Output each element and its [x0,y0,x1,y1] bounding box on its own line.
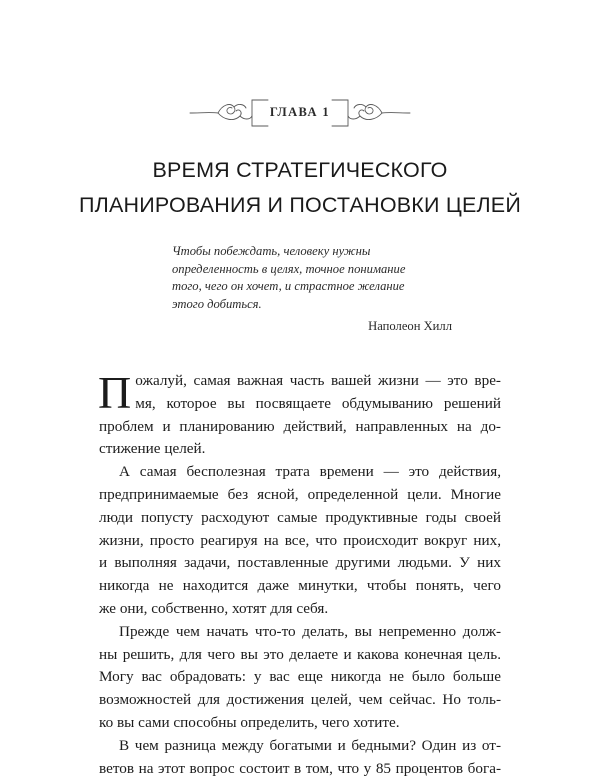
paragraph-3 [99,621,501,735]
text-line: никогда не находится даже минутки, чтобы понять, чего [99,577,501,595]
epigraph [172,243,472,313]
paragraph-4 [99,735,501,780]
text-line: предпринимаемые без ясной, определенной цели. Многие [99,485,501,503]
text-line: проблем и планированию действий, направленных на до- [99,417,501,435]
text-line: ожалуй, самая важная часть вашей жизни — это вре- [135,372,501,389]
epigraph-line: того, чего он хочет, и страстное желание [172,279,405,293]
chapter-title [60,153,540,223]
epigraph-line: определенность в целях, точное понимание [172,261,406,276]
text-line: возможностей для достижения целей, чем сейчас. Но толь- [99,691,501,709]
text-line: люди попусту расходуют самые продуктивные годы своей [99,508,501,526]
chapter-title-line: ВРЕМЯ СТРАТЕГИЧЕСКОГО [152,158,448,182]
paragraph-1 [98,367,501,461]
body-text [98,367,501,780]
text-line: В чем разница между богатыми и бедными? Один из от- [119,736,501,754]
text-line: Могу вас обрадовать: у вас еще никогда не было больше [99,668,501,686]
text-line: стижение целей. [99,440,206,458]
text-line: и выполняя задачи, поставленные другими людьми. У них [99,554,501,572]
text-line: жизни, просто реагируя на все, что происходит вокруг них, [99,531,501,549]
drop-cap: П [98,367,132,418]
paragraph-2 [99,461,501,621]
text-line: ны решить, для чего вы это делаете и какова конечная цель. [99,645,501,663]
text-line: А самая бесполезная трата времени — это действия, [119,463,501,481]
epigraph-line: Чтобы побеждать, человеку нужны [172,244,371,258]
chapter-header [0,96,600,130]
text-line: мя, которое вы посвящаете обдумыванию решений [135,394,501,412]
text-line: же они, собственно, хотят для себя. [99,599,329,617]
epigraph-author: Наполеон Хилл [368,319,452,333]
epigraph-line: этого добиться. [172,296,262,311]
chapter-label: ГЛАВА 1 [269,105,331,119]
text-line: ко вы сами способны определить, чего хотите. [99,713,400,731]
chapter-title-line: ПЛАНИРОВАНИЯ И ПОСТАНОВКИ ЦЕЛЕЙ [79,193,521,217]
text-line: Прежде чем начать что-то делать, вы непременно долж- [119,622,501,640]
text-line: ветов на этот вопрос состоит в том, что у 85 процентов бога- [99,759,501,777]
